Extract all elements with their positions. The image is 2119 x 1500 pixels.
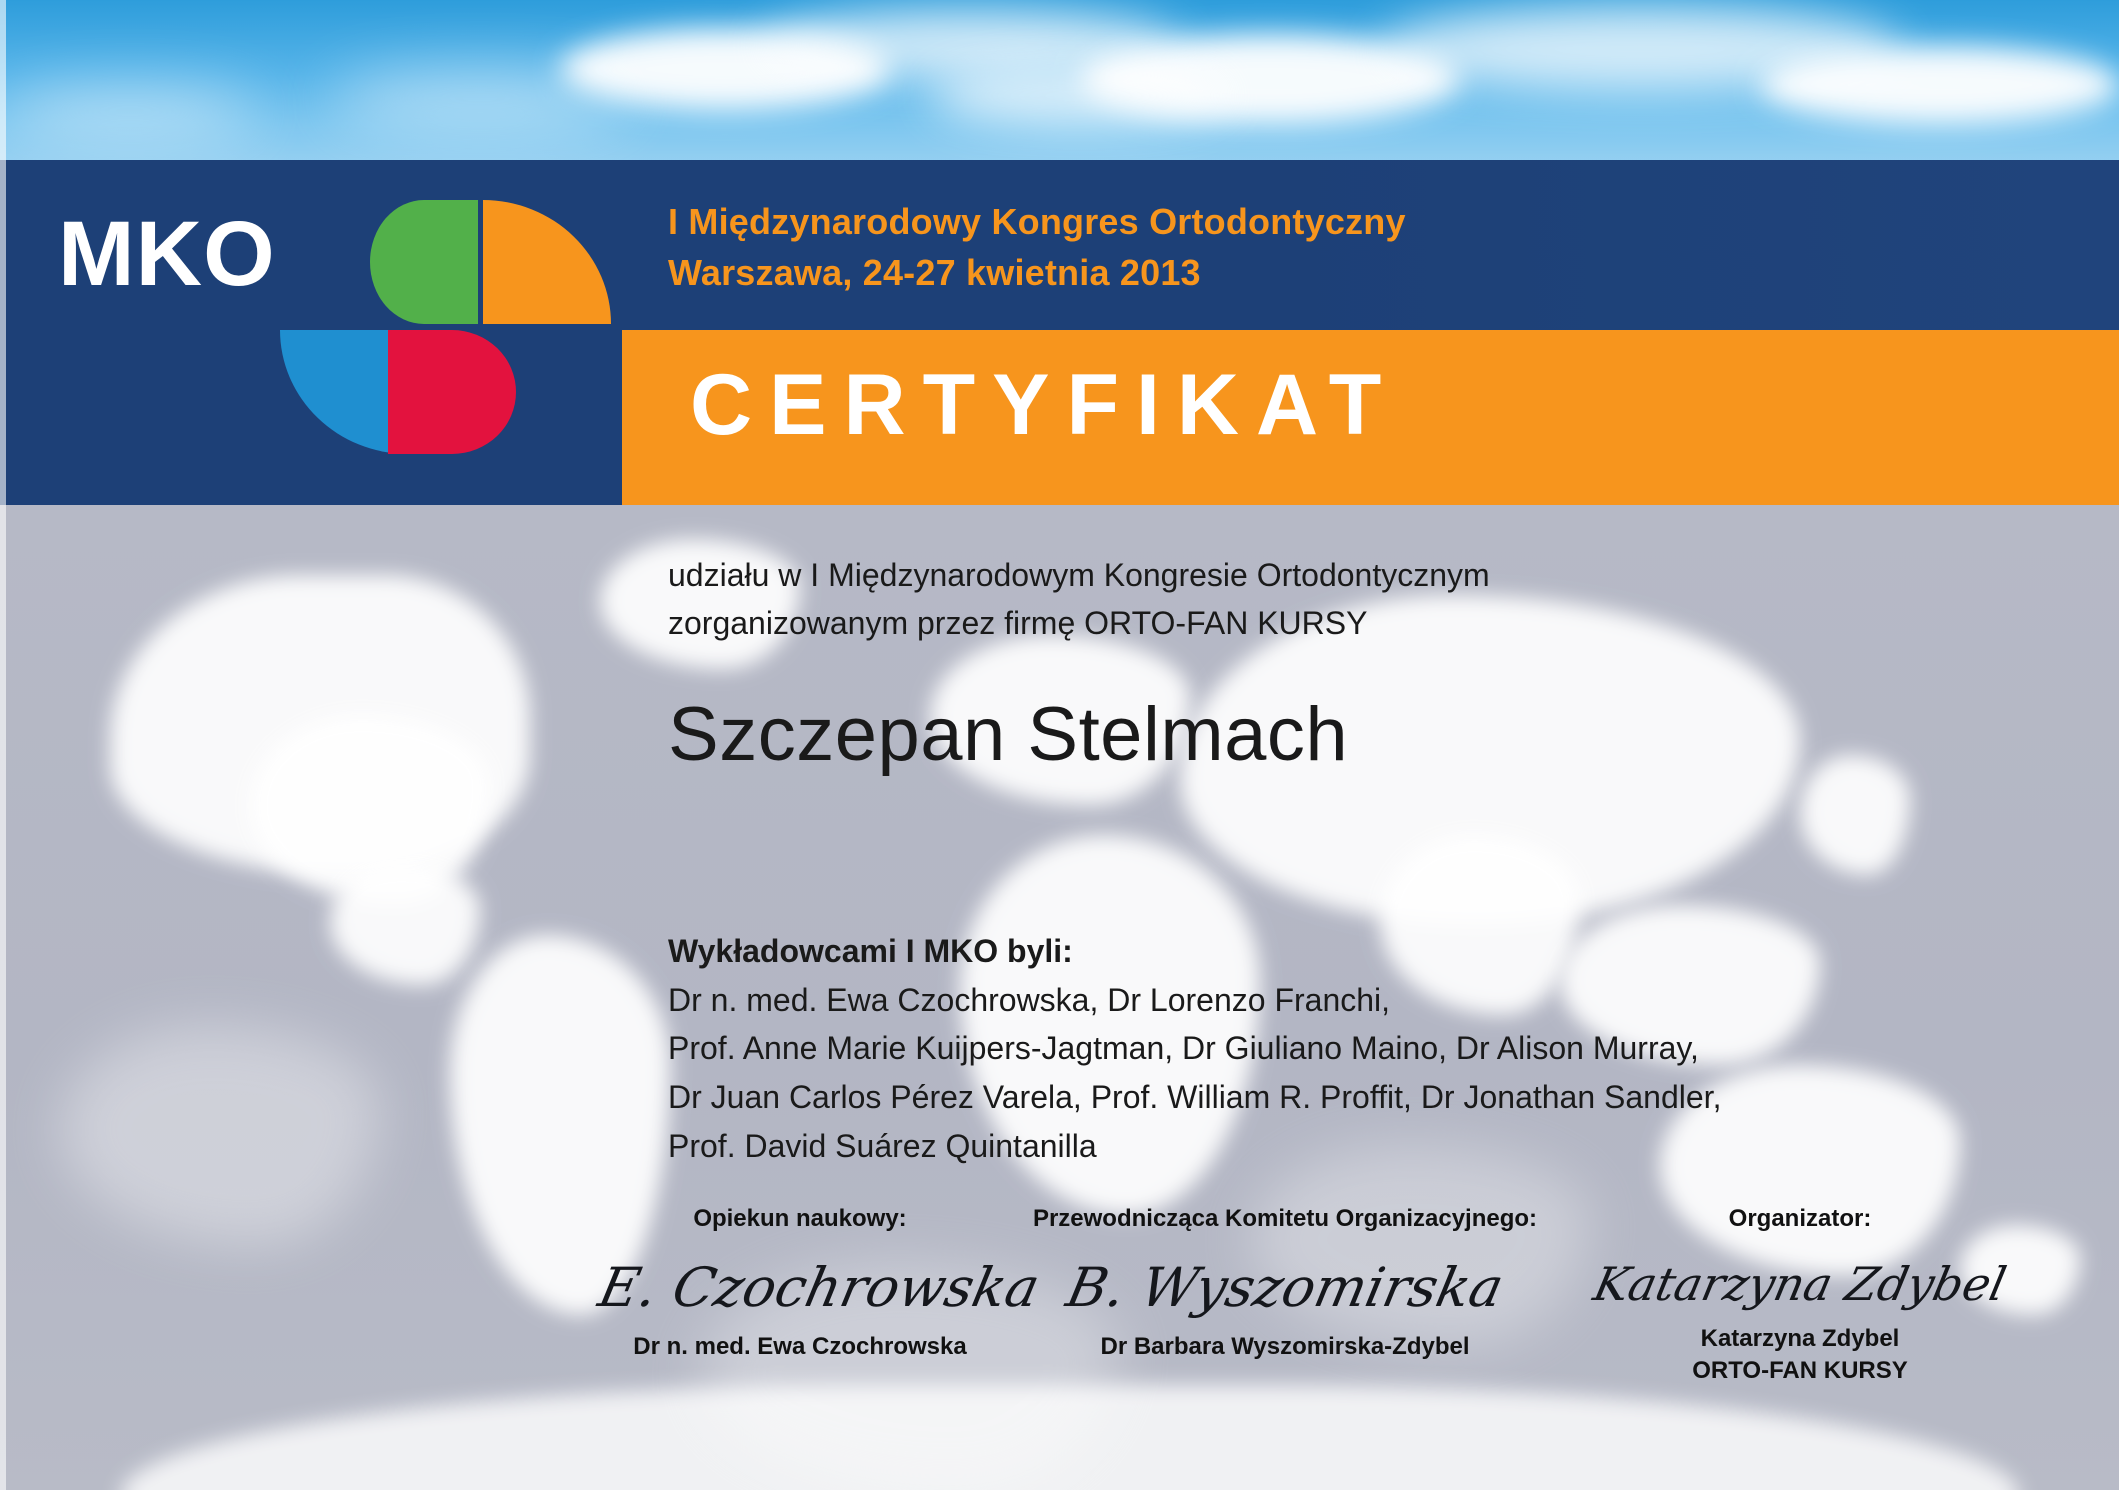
cloud-decoration xyxy=(1760,46,2119,124)
mko-logo xyxy=(58,178,618,498)
signature-name: Katarzyna Zdybel xyxy=(1700,1325,1900,1352)
signature-block-supervisor xyxy=(593,1205,1046,1363)
lecturers-line-4: Prof. David Suárez Quintanilla xyxy=(668,1127,1097,1164)
congress-title-line1: I Międzynarodowy Kongres Ortodontyczny xyxy=(668,201,1406,242)
signature-role: Opiekun naukowy: xyxy=(693,1205,907,1232)
lecturers-line-1: Dr n. med. Ewa Czochrowska, Dr Lorenzo Franchi, xyxy=(668,981,1391,1018)
signature-organization: ORTO-FAN KURSY xyxy=(1692,1357,1908,1385)
intro-line-1: udziału w I Międzynarodowym Kongresie Ortodontycznym xyxy=(668,557,1490,593)
logo-wordmark: MKO xyxy=(58,203,276,305)
logo-petal-orange-icon xyxy=(483,200,611,324)
signature-handwriting: Katarzyna Zdybel xyxy=(1589,1257,2011,1311)
signature-handwriting: B. Wyszomirska xyxy=(1061,1256,1510,1319)
lecturers-heading: Wykładowcami I MKO byli: xyxy=(668,933,1073,969)
congress-title-line2: Warszawa, 24-27 kwietnia 2013 xyxy=(668,252,1201,294)
signature-block-organizer xyxy=(1590,1205,2010,1388)
page-edge-bottom xyxy=(0,1490,2119,1500)
signature-row xyxy=(0,1205,2119,1465)
page-edge-left xyxy=(0,0,6,1500)
lecturers-block xyxy=(668,927,1721,1170)
signature-role: Organizator: xyxy=(1728,1205,1872,1232)
cloud-decoration xyxy=(330,70,630,126)
logo-petal-green-icon xyxy=(370,200,478,324)
certificate-body xyxy=(0,505,2119,1500)
certificate-title: CERTYFIKAT xyxy=(690,357,1399,453)
cloud-decoration xyxy=(0,86,260,136)
lecturers-line-3: Dr Juan Carlos Pérez Varela, Prof. William R. Proffit, Dr Jonathan Sandler, xyxy=(668,1078,1722,1115)
signature-role: Przewodnicząca Komitetu Organizacyjnego: xyxy=(1032,1205,1538,1232)
signature-handwriting: E. Czochrowska xyxy=(593,1256,1046,1319)
lecturers-line-2: Prof. Anne Marie Kuijpers-Jagtman, Dr Giuliano Maino, Dr Alison Murray, xyxy=(668,1030,1699,1067)
recipient-name: Szczepan Stelmach xyxy=(668,692,1349,777)
logo-petal-red-icon xyxy=(388,330,516,454)
intro-line-2: zorganizowanym przez firmę ORTO-FAN KURSY xyxy=(668,605,1368,641)
signature-block-chair xyxy=(1005,1205,1565,1363)
congress-title xyxy=(668,196,1406,298)
signature-name: Dr Barbara Wyszomirska-Zdybel xyxy=(1100,1333,1470,1360)
cloud-decoration xyxy=(930,66,1230,126)
signature-name: Dr n. med. Ewa Czochrowska xyxy=(633,1333,967,1360)
intro-text xyxy=(668,551,1490,647)
